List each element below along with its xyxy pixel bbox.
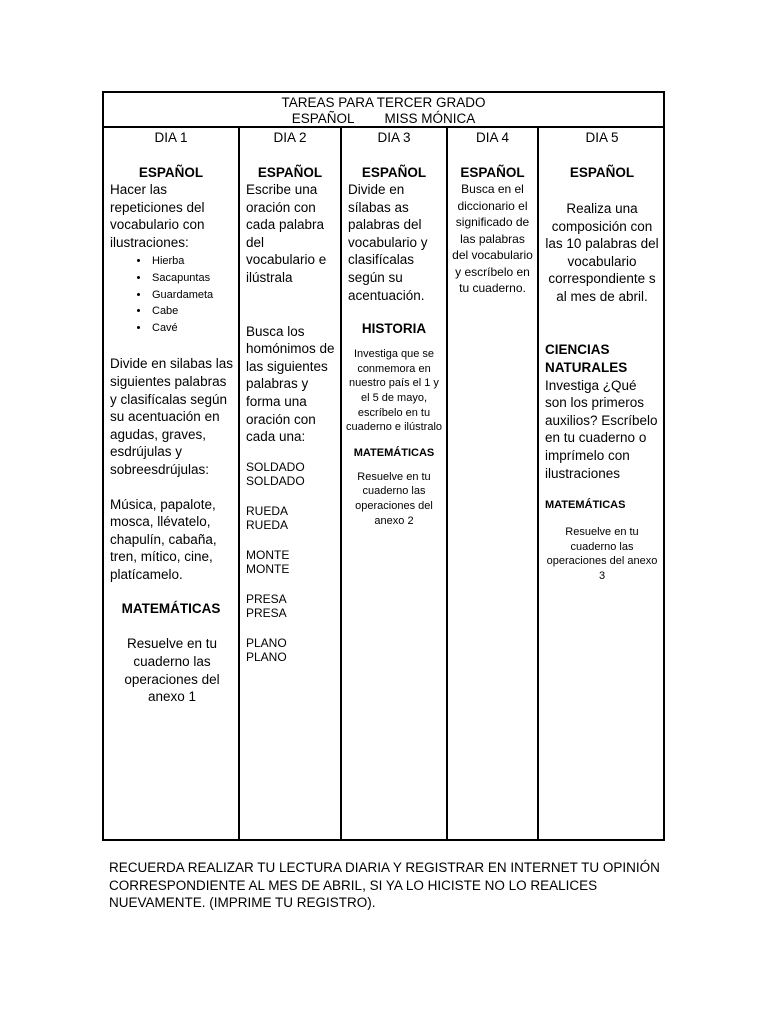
task-text: Hacer las repeticiones del vocabulario con ilustraciones: [110, 182, 205, 250]
day-label: DIA 4 [475, 130, 510, 145]
list-item: • Cavé [150, 320, 238, 337]
task-text: Busca en el diccionario el significado de las palabras del vocabulario y escríbelo en tu cuaderno. [452, 182, 533, 295]
subject-heading: CIENCIAS NATURALES [545, 341, 628, 375]
task-text: Investiga ¿Qué son los primeros auxilios? Escríbelo en tu cuaderno o imprímelo con ilustraciones [545, 377, 658, 481]
day-column-3 [340, 128, 446, 839]
day-column-5 [537, 128, 665, 839]
subject-heading: MATEMÁTICAS [545, 499, 626, 512]
list-item: • Hierba [150, 253, 238, 270]
homonym-word: PRESA [246, 591, 287, 606]
subject-heading: MATEMÁTICAS [121, 601, 221, 617]
homonym-word: PLANO [246, 650, 287, 665]
task-text: Investiga que se conmemora en nuestro país el 1 y el 5 de mayo, escríbelo en tu cuaderno e ilústralo [346, 348, 443, 434]
subject-heading: MATEMÁTICAS [353, 446, 435, 459]
subject-heading: ESPAÑOL [138, 165, 204, 180]
list-item: • Sacapuntas [150, 270, 238, 287]
day-label: DIA 2 [273, 130, 307, 145]
task-text: Resuelve en tu cuaderno las operaciones del anexo 2 [355, 470, 433, 527]
subject-heading: ESPAÑOL [257, 165, 323, 180]
day-column-4 [446, 128, 537, 839]
homonym-list [240, 460, 340, 665]
task-text: Escribe una oración con cada palabra del vocabulario e ilústrala [246, 182, 327, 285]
homonym-word: MONTE [246, 547, 290, 562]
list-item: • Cabe [150, 303, 238, 320]
task-text: Realiza una composición con las 10 palabras del vocabulario correspondiente s al mes de abril. [545, 201, 659, 304]
subject-heading: HISTORIA [361, 321, 427, 337]
day-label: DIA 1 [154, 130, 188, 145]
list-item: • Guardameta [150, 287, 238, 304]
task-text: Divide en sílabas as palabras del vocabulario y clasifícalas según su acentuación. [348, 182, 428, 303]
day-label: DIA 3 [377, 130, 411, 145]
homework-table [102, 91, 665, 841]
table-subject: ESPAÑOL [291, 111, 355, 126]
homonym-word: RUEDA [246, 518, 289, 533]
day-column-2 [238, 128, 340, 839]
teacher-name: MISS MÓNICA [384, 111, 476, 126]
task-text: Resuelve en tu cuaderno las operaciones del anexo 3 [546, 526, 658, 582]
homonym-word: PRESA [246, 606, 287, 621]
table-title: TAREAS PARA TERCER GRADO [281, 95, 486, 110]
task-text: Divide en silabas las siguientes palabras y clasifícalas según su acentuación en agudas, graves, esdrújulas y sobreesdrújulas: [110, 356, 234, 477]
homonym-word: SOLDADO [246, 459, 305, 474]
day-column-1 [104, 128, 238, 839]
reading-reminder: RECUERDA REALIZAR TU LECTURA DIARIA Y REGISTRAR EN INTERNET TU OPINIÓN CORRESPONDIENTE AL MES DE ABRIL, SI YA LO HICISTE NO LO REALICES NUEVAMENTE. (IMPRIME TU REGISTRO). [109, 860, 660, 910]
homonym-word: MONTE [246, 562, 290, 577]
vocabulary-list [104, 253, 238, 336]
task-text: Resuelve en tu cuaderno las operaciones del anexo 1 [124, 636, 220, 705]
task-text: Busca los homónimos de las siguientes palabras y forma una oración con cada una: [246, 323, 335, 445]
table-header [104, 93, 663, 128]
task-text: Música, papalote, mosca, llévatelo, chapulín, cabaña, tren, mítico, cine, platícamelo. [110, 496, 217, 582]
homonym-word: RUEDA [246, 503, 289, 518]
subject-heading: ESPAÑOL [460, 165, 525, 180]
day-label: DIA 5 [585, 130, 619, 145]
homonym-word: SOLDADO [246, 474, 305, 489]
subject-heading: ESPAÑOL [361, 165, 427, 180]
subject-heading: ESPAÑOL [569, 165, 635, 180]
homonym-word: PLANO [246, 635, 287, 650]
